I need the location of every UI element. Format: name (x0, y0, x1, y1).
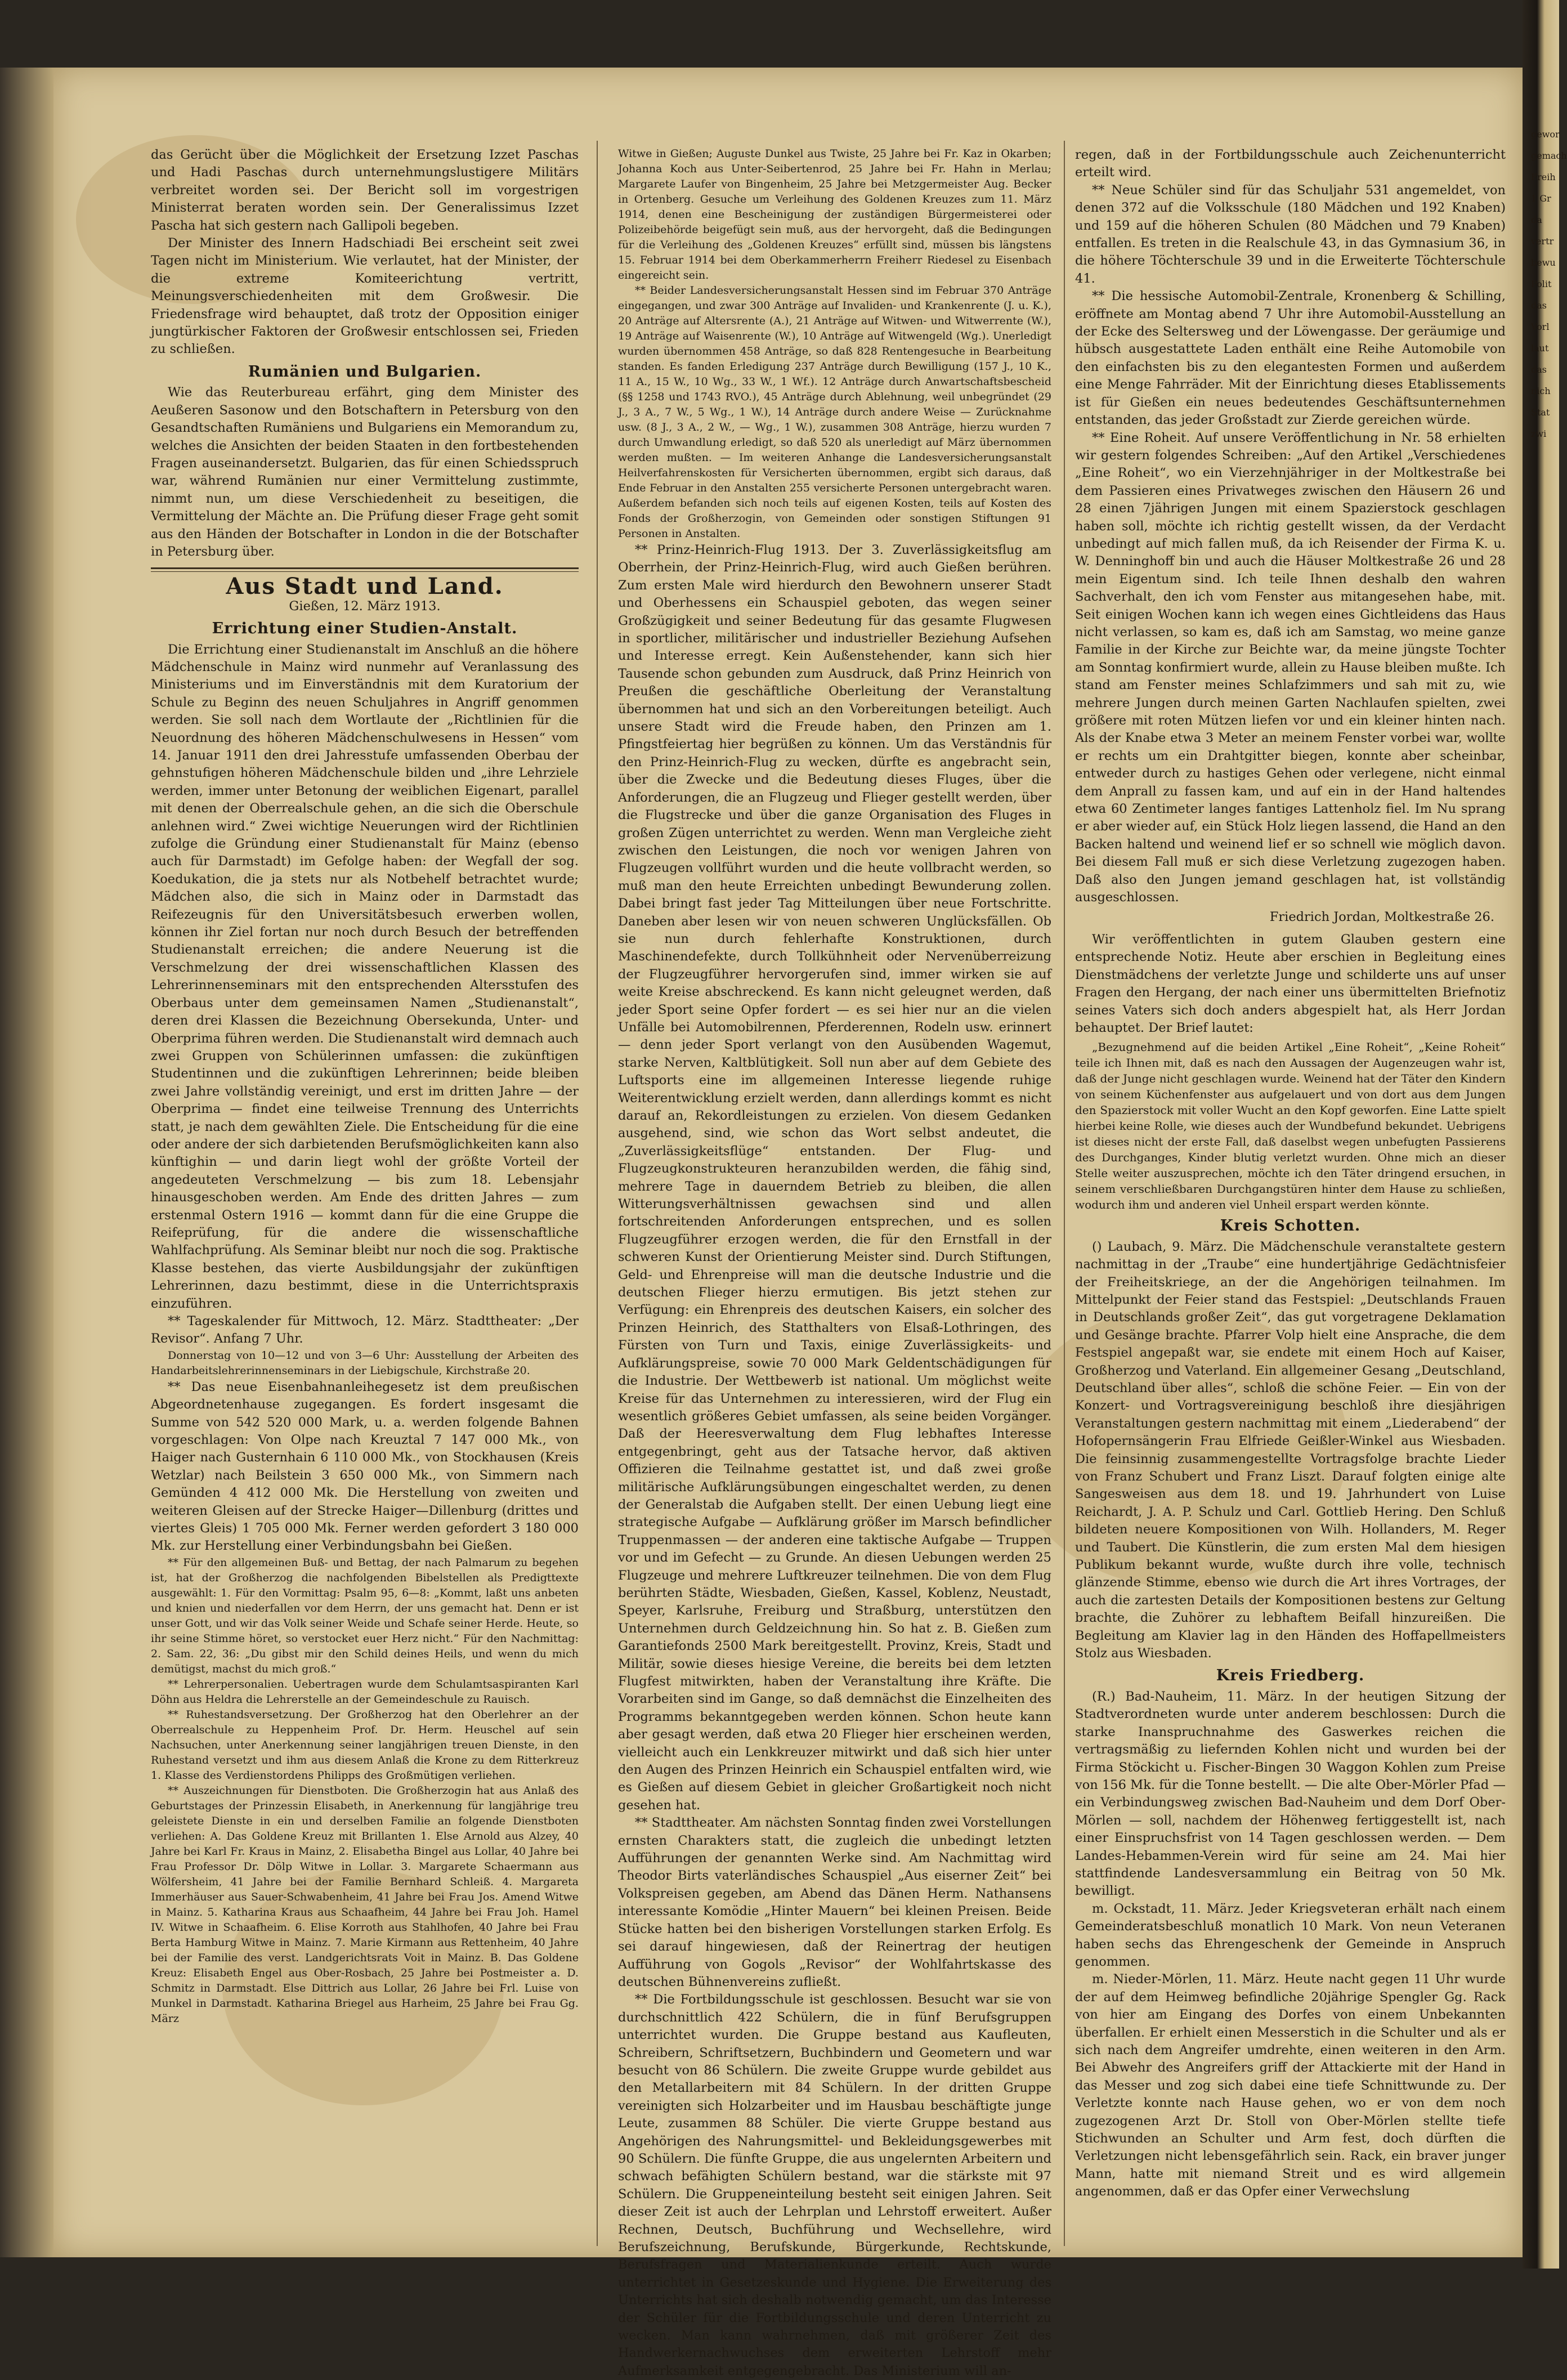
fragment-12: nich (1531, 386, 1551, 396)
article-paragraph: ** Die hessische Automobil-Zentrale, Kronenberg & Schilling, eröffnete am Montag abend 7 Uhr ihre Automobil-Ausstellung an der Ecke des Seltersweg und der Löwengasse. Der geräumige und hübsch ausgestattete Laden enthält eine Reihe Automobile von den einfachsten bis zu den elegantesten Formen und außerdem eine Menge Fahrräder. Mit der Einrichtung dieses Etablissements ist für Gießen ein neues bedeutendes Geschäftsunternehmen entstanden, das jeder Großstadt zur Zierde gereichen würde. (1075, 289, 1506, 428)
article-heading-studienanstalt: Errichtung einer Studien-Anstalt. (212, 620, 518, 638)
article-paragraph: ** Beider Landesversicherungsanstalt Hessen sind im Februar 370 Anträge eingegangen, und zwar 300 Anträge auf Invaliden- und Krankenrente (J. u. K.), 20 Anträge auf Altersrente (A.), 21 Anträge auf Witwen- und Witwerrente (W.), 19 Anträge auf Waisenrente (W.), 10 Anträge auf Witwengeld (Wg.). Unerledigt wurden übernommen 458 Anträge, so daß 828 Rentengesuche in Bearbeitung standen. Es fanden Erledigung 237 Anträge durch Bewilligung (157 J., 10 K., 11 A., 15 W., 10 Wg., 33 W., 1 Wf.). 12 Anträge durch Anwartschaftsbescheid (§§ 1258 und 1743 RVO.), 45 Anträge durch Ablehnung, weil unbegründet (29 J., 3 A., 7 W., 5 Wg., 1 W.), 14 Anträge durch andere Weise — Zurücknahme usw. (8 J., 3 A., 2 W., — Wg., 1 W.), zusammen 308 Anträge, hierzu wurden 7 durch Umwandlung erledigt, so daß 520 als unerledigt auf März übernommen werden mußten. — Im weiteren Anhange die Landesversicherungsanstalt Heilverfahrenskosten für Versicherten übernommen, ergibt sich daraus, daß Ende Februar in den Anstalten 255 versicherte Personen untergebracht waren. Außerdem befanden sich noch teils auf eigenen Kosten, teils auf Kosten des Fonds der Großherzogin, von Gemeinden oder sonstigen Stiftungen 91 Personen in Anstalten. (618, 284, 1051, 540)
article-paragraph: regen, daß in der Fortbildungsschule auch Zeichenunterricht erteilt wird. (1075, 147, 1506, 180)
article-paragraph: Die Errichtung einer Studienanstalt im Anschluß an die höhere Mädchenschule in Mainz wird nunmehr auf Veranlassung des Ministeriums und im Einverständnis mit dem Kuratorium der Schule zu Beginn des neuen Schuljahres in Angriff genommen werden. Sie soll nach dem Wortlaute der „Richtlinien für die Neuordnung des höheren Mädchenschulwesens in Hessen“ vom 14. Januar 1911 den drei Jahresstufe umfassenden Oberbau der gehnstufigen höheren Mädchenschule bilden und „ihre Lehrziele werden, immer unter Betonung der weiblichen Eigenart, parallel mit denen der Oberrealschule gehen, an die sich die Oberschule anlehnen wird.“ Zwei wichtige Neuerungen wird der Richtlinien zufolge die Gründung einer Studienanstalt für Mainz (ebenso auch für Darmstadt) im Gefolge haben: der Wegfall der sog. Koedukation, die ja stets nur als Notbehelf betrachtet wurde; Mädchen also, die sich in Mainz oder in Darmstadt das Reifezeugnis für den Universitätsbesuch erwerben wollen, können ihr Ziel fortan nur noch durch Besuch der betreffenden Studienanstalt erreichen; die andere Neuerung ist die Verschmelzung der drei wissenschaftlichen Klassen des Lehrerinnenseminars mit den entsprechenden Altersstufen des Oberbaus unter dem gemeinsamen Namen „Studienanstalt“, deren drei Klassen die Bezeichnung Obersekunda, Unter- und Oberprima führen werden. Die Studienanstalt wird demnach auch zwei Gruppen von Schülerinnen umfassen: die zukünftigen Studentinnen und die zukünftigen Lehrerinnen; beide bleiben zwei Jahre vollständig vereinigt, und erst im dritten Jahre — der Oberprima — findet eine teilweise Trennung des Unterrichts statt, je nach dem gewählten Ziele. Die Entscheidung für die eine oder andere der sich darbietenden Berufsmöglichkeiten kann also künftighin — und darin liegt wohl der größte Vorteil der angedeuteten Verschmelzung — bis zum 18. Lebensjahr hinausgeschoben werden. Am Ende des dritten Jahres — zum erstenmal Ostern 1916 — kommt dann für die eine Gruppe die Reifeprüfung, für die andere die wissenschaftliche Wahlfachprüfung. Als Seminar bleibt nur noch die sog. Praktische Klasse bestehen, das vierte Ausbildungsjahr der zukünftigen Lehrerinnen, dazu bestimmt, diese in die Unterrichtspraxis einzuführen. (151, 642, 579, 1311)
section-heading-kreis-schotten: Kreis Schotten. (1220, 1217, 1361, 1235)
article-paragraph: ** Tageskalender für Mittwoch, 12. März. Stadttheater: „Der Revisor“. Anfang 7 Uhr. (151, 1314, 579, 1346)
column-1 (151, 146, 579, 2246)
article-paragraph: Wir veröffentlichten in gutem Glauben gestern eine entsprechende Notiz. Heute aber erschien in Begleitung eines Dienstmädchens der verletzte Junge und schilderte uns auf unser Fragen den Hergang, der nach einer uns übermittelten Briefnotiz seines Vaters sich doch anders abgespielt hat, als Herr Jordan behauptet. Der Brief lautet: (1075, 932, 1506, 1035)
fragment-5: vertr (1531, 236, 1554, 247)
column-rule-1 (597, 141, 598, 2246)
article-paragraph: Donnerstag von 10—12 und von 3—6 Uhr: Ausstellung der Arbeiten des Handarbeitslehrerinnenseminars in der Liebigschule, Kirchstraße 20. (151, 1349, 579, 1377)
article-paragraph: m. Ockstadt, 11. März. Jeder Kriegsveteran erhält nach einem Gemeinderatsbeschluß monatlich 10 Mark. Von neun Veteranen haben sechs das Ehrengeschenk der Gemeinde in Anspruch genommen. (1075, 1901, 1506, 1969)
article-paragraph: ** Prinz-Heinrich-Flug 1913. Der 3. Zuverlässigkeitsflug am Oberrhein, der Prinz-Heinrich-Flug, wird auch Gießen berühren. Zum ersten Male wird hierdurch den Bewohnern unserer Stadt und Oberhessens ein Schauspiel geboten, das wegen seiner Großzügigkeit und seiner Bedeutung für das gesamte Flugwesen in sportlicher, militärischer und industrieller Beziehung Aufsehen und Interesse erregt. Kein Außenstehender, kann sich hier Tausende schon gebunden zum Ausdruck, daß Prinz Heinrich von Preußen die geschäftliche Oberleitung der Veranstaltung übernommen hat und sich an den Vorbereitungen beteiligt. Auch unsere Stadt wird die Freude haben, den Prinzen am 1. Pfingstfeiertag hier begrüßen zu können. Um das Verständnis für den Prinz-Heinrich-Flug zu wecken, dürfte es angebracht sein, über die Zwecke und die Bedeutung dieses Fluges, über die Anforderungen, die an Flugzeug und Flieger gestellt werden, über die Flugstrecke und über die ganze Organisation des Fluges in großen Zügen unterrichtet zu werden. Wenn man Vergleiche zieht zwischen den Leistungen, die noch vor wenigen Jahren von Flugzeugen vollführt wurden und die heute vollbracht werden, so muß man den heute Erreichten unbedingt Bewunderung zollen. Dabei bringt fast jeder Tag Mitteilungen über neue Fortschritte. Daneben aber lesen wir von neuen schweren Unglücksfällen. Ob sie nun durch fehlerhafte Konstruktionen, durch Maschinendefekte, durch Tollkühnheit oder Nervenüberreizung der Flugzeugführer hervorgerufen sind, immer wirken sie auf weite Kreise abschreckend. Es kann nicht geleugnet werden, daß jeder Sport seine Opfer fordert — es sei hier nur an die vielen Unfälle bei Automobilrennen, Pferderennen, Rodeln usw. erinnert — denn jeder Sport verlangt von den Ausübenden Wagemut, starke Nerven, Kaltblütigkeit. Soll nun aber auf dem Gebiete des Luftsports eine im allgemeinen Interesse liegende ruhige Weiterentwicklung erzielt werden, dann allerdings kommt es nicht darauf an, Rekordleistungen zu erzielen. Von diesem Gedanken ausgehend, sind, wie schon das Wort selbst andeutet, die „Zuverlässigkeitsflüge“ entstanden. Der Flug- und Flugzeugkonstrukteuren heranzubilden werden, die fähig sind, mehrere Tage in dauerndem Betrieb zu bleiben, die allen Witterungsverhältnissen gewachsen sind und allen fortschreitenden Anforderungen entsprechen, und es sollen Flugzeugführer erzogen werden, die für den Ernstfall in der schweren Kunst der Orientierung Meister sind. Durch Stiftungen, Geld- und Ehrenpreise will man die deutsche Industrie und die deutschen Flieger hierzu ermutigen. Bis jetzt stehen zur Verfügung: ein Ehrenpreis des deutschen Kaisers, ein solcher des Prinzen Heinrich, des Statthalters von Elsaß-Lothringen, des Fürsten von Turn und Taxis, einige Zuverlässigkeits- und Aufklärungspreise, sowie 70 000 Mark Geldentschädigungen für die Industrie. Der Wettbewerb ist national. Um möglichst weite Kreise für das Unternehmen zu interessieren, wird der Flug ein wesentlich größeres Gebiet umfassen, als seine beiden Vorgänger. Daß der Heeresverwaltung dem Flug lebhaftes Interesse entgegenbringt, geht aus der Tatsache hervor, daß aktiven Offizieren die Teilnahme gestattet ist, und daß zwei große militärische Aufklärungsübungen eingeschaltet werden, zu denen der Generalstab die Aufgaben stellt. Der einen Uebung liegt eine strategische Aufgabe — Aufklärung größer im Marsch befindlicher Truppenmassen — der anderen eine taktische Aufgabe — Truppen vor und im Gefecht — zu Grunde. An diesen Uebungen werden 25 Flugzeuge und mehrere Luftkreuzer teilnehmen. Die von dem Flug berührten Städte, Wiesbaden, Gießen, Kassel, Koblenz, Neustadt, Speyer, Karlsruhe, Freiburg und Straßburg, unterstützen den Unternehmen durch Geldzeichnung hin. So hat z. B. Gießen zum Garantiefonds 2500 Mark bereitgestellt. Provinz, Kreis, Stadt und Militär, sowie dieses hiesige Vereine, die bereits bei dem letzten Flugfest mitwirkten, haben der Veranstaltung ihre Kräfte. Die Vorarbeiten sind im Gange, so daß demnächst die Einzelheiten des Programms bekanntgegeben werden können. Schon heute kann aber gesagt werden, daß etwa 20 Flieger hier erscheinen werden, vielleicht auch ein Lenkkreuzer mitwirkt und daß sich hier unter den Augen des Prinzen Heinrich ein Schauspiel entfalten wird, wie es Gießen auf diesem Gebiet in gleicher Großartigkeit noch nicht gesehen hat. (618, 543, 1051, 1813)
adjacent-page-fragment (1531, 124, 1567, 1025)
fragment-13: Stat (1531, 407, 1550, 418)
fragment-14: zwi (1531, 428, 1547, 439)
fragment-4: da (1531, 214, 1542, 225)
article-paragraph: Witwe in Gießen; Auguste Dunkel aus Twiste, 25 Jahre bei Fr. Kaz in Okarben; Johanna Koch aus Unter-Seibertenrod, 25 Jahre bei Fr. Hahn in Merlau; Margarete Laufer von Bingenheim, 25 Jahre bei Metzgermeister Aug. Becker in Ortenberg. Gesuche um Verleihung des Goldenen Kreuzes zum 11. März 1914, denen eine Bescheinigung der zuständigen Bürgermeisterei oder Polizeibehörde beigefügt sein muß, aus der hervorgeht, daß die Bedingungen für die Verleihung des „Goldenen Kreuzes“ erfüllt sind, müssen bis längstens 15. Februar 1914 bei dem Oberkammerherrn Freiherr Riedesel zu Eisenbach eingereicht sein. (618, 147, 1051, 281)
fragment-10: laut (1531, 343, 1549, 354)
article-paragraph: m. Nieder-Mörlen, 11. März. Heute nacht gegen 11 Uhr wurde der auf dem Heimweg befindliche 20jährige Spengler Gg. Rack von hier am Eingang des Dorfes von einem Unbekannten überfallen. Er erhielt einen Messerstich in die Schulter und als er sich nach dem Angreifer umdrehte, einen weiteren in den Arm. Bei Abwehr des Angreifers griff der Attackierte mit der Hand in das Messer und zog sich dabei eine tiefe Schnittwunde zu. Der Verletzte konnte nach Hause gehen, wo er von dem noch zugezogenen Arzt Dr. Stoll von Ober-Mörlen stellte tiefe Stichwunden an Schulter und Arm fest, doch dürften die Verletzungen nicht lebensgefährlich sein. Rack, ein braver junger Mann, hatte mit niemand Streit und es wird allgemein angenommen, daß er das Opfer einer Verwechslung (1075, 1972, 1506, 2199)
fragment-11: das (1531, 364, 1547, 375)
fragment-8: das (1531, 300, 1547, 311)
fragment-2: Freih (1531, 172, 1556, 182)
article-paragraph: ** Die Fortbildungsschule ist geschlossen. Besucht war sie von durchschnittlich 422 Schülern, die in fünf Berufsgruppen unterrichtet wurden. Die Gruppe bestand aus Kaufleuten, Schreibern, Schriftsetzern, Buchbindern und Geometern und war besucht von 86 Schülern. Die zweite Gruppe wurde gebildet aus den Metallarbeitern mit 84 Schülern. In der dritten Gruppe vereinigten sich Holzarbeiter und im Hausbau beschäftigte junge Leute, zusammen 88 Schüler. Die vierte Gruppe bestand aus Angehörigen des Nahrungsmittel- und Bekleidungsgewerbes mit 90 Schülern. Die fünfte Gruppe, die aus ungelernten Arbeitern und schwach befähigten Schülern bestand, war die stärkste mit 97 Schülern. Die Gruppeneinteilung besteht seit einigen Jahren. Seit dieser Zeit ist auch der Lehrplan und Lehrstoff erweitert. Außer Rechnen, Deutsch, Buchführung und Wechsellehre, wird Berufszeichnung, Berufskunde, Bürgerkunde, Rechtskunde, Berufsfragen und Materialienkunde erteilt. Auch wurde unterrichtet in Gesetzeskunde und Hygiene. Die Erweiterung des Unterrichts hat sich deshalb notwendig gemacht, um das Interesse der Schüler für die Fortbildungsschule und deren Unterricht zu wecken. Man kann wahrnehmen, daß mit größerer Zeit des Handwerkernachwuchses dem erweiterten Lehrstoff mehr Aufmerksamkeit entgegengebracht. Das Ministerium will an- (618, 1992, 1051, 2378)
article-paragraph: Wie das Reuterbureau erfährt, ging dem Minister des Aeußeren Sasonow und den Botschaftern in Petersburg von den Gesandtschaften Rumäniens und Bulgariens ein Memorandum zu, welches die Ansichten der beiden Staaten in den fortbestehenden Fragen auseinandersetzt. Bulgarien, das für einen Schiedsspruch war, während Rumänien nur einer Vermittelung zustimmte, nimmt nun, um diese Verschiedenheit zu beseitigen, die Vermittelung der Mächte an. Die Prüfung dieser Frage geht somit aus den Händen der Botschafter in London in die der Botschafter in Petersburg über. (151, 385, 579, 559)
section-heading-kreis-friedberg: Kreis Friedberg. (1216, 1667, 1365, 1685)
fragment-9: Vorl (1531, 321, 1550, 332)
fragment-3: 1 Gr (1531, 193, 1551, 204)
column-rule-2 (1064, 141, 1065, 2246)
article-paragraph: (R.) Bad-Nauheim, 11. März. In der heutigen Sitzung der Stadtverordneten wurde unter anderem beschlossen: Durch die starke Inanspruchnahme des Gaswerkes reichen die vertragsmäßig zu liefernden Kohlen nicht und wurden bei der Firma Stöckicht u. Fischer-Bingen 30 Waggon Kohlen zum Preise von 156 Mk. für die Tonne bestellt. — Die alte Ober-Mörler Pfad — ein Verbindungsweg zwischen Bad-Nauheim und dem Dorf Ober-Mörlen — soll, nachdem der Höhenweg fertiggestellt ist, nach einer Einspruchsfrist von 14 Tagen geschlossen werden. — Dem Landes-Hebammen-Verein wird für seine am 24. Mai hier stattfindende Landesversammlung ein Beitrag von 50 Mk. bewilligt. (1075, 1689, 1506, 1899)
section-divider (151, 567, 579, 572)
article-paragraph: ** Stadttheater. Am nächsten Sonntag finden zwei Vorstellungen ernsten Charakters statt, die zugleich die unbedingt letzten Aufführungen der genannten Werke sind. Am Nachmittag wird Theodor Birts vaterländisches Schauspiel „Aus eiserner Zeit“ bei Volkspreisen gegeben, am Abend das Dänen Herm. Nathansens interessante Komödie „Hinter Mauern“ bei kleinen Preisen. Beide Stücke hatten bei den bisherigen Vorstellungen starken Erfolg. Es sei darauf hingewiesen, daß der Reinertrag der heutigen Aufführung von Gogols „Revisor“ der Wohlfahrtskasse des deutschen Bühnenvereins zufließt. (618, 1815, 1051, 1989)
section-heading-rumaenien: Rumänien und Bulgarien. (248, 363, 482, 381)
fragment-6: bewu (1531, 257, 1556, 268)
column-3 (1075, 146, 1506, 2246)
article-paragraph: ** Das neue Eisenbahnanleihegesetz ist dem preußischen Abgeordnetenhause zugegangen. Es fordert insgesamt die Summe von 542 520 000 Mark, u. a. werden folgende Bahnen vorgeschlagen: Von Olpe nach Kreuztal 7 147 000 Mk., von Haiger nach Gusternhain 6 110 000 Mk., von Stockhausen (Kreis Wetzlar) nach Beilstein 3 650 000 Mk., von Simmern nach Gemünden 4 412 000 Mk. Die Herstellung von zweiten und weiteren Gleisen auf der Strecke Haiger—Dillenburg (drittes und viertes Gleis) 1 705 000 Mk. Ferner werden gefordert 3 180 000 Mk. zur Herstellung einer Verbindungsbahn bei Gießen. (151, 1379, 579, 1554)
article-paragraph: ** Ruhestandsversetzung. Der Großherzog hat den Oberlehrer an der Oberrealschule zu Heppenheim Prof. Dr. Herm. Heuschel auf sein Nachsuchen, unter Anerkennung seiner langjährigen treuen Dienste, in den Ruhestand versetzt und ihm aus diesem Anlaß die Krone zu dem Ritterkreuz 1. Klasse des Verdienstordens Philipps des Großmütigen verliehen. (151, 1708, 579, 1782)
article-paragraph: () Laubach, 9. März. Die Mädchenschule veranstaltete gestern nachmittag in der „Traube“ eine hundertjährige Gedächtnisfeier der Freiheitskriege, an der die Angehörigen teilnahmen. Im Mittelpunkt der Feier stand das Festspiel: „Deutschlands Frauen in Deutschlands großer Zeit“, das gut vorgetragene Deklamation und Gesänge brachte. Pfarrer Volp hielt eine Ansprache, die dem Festspiel angepaßt war, sie endete mit einem Hoch auf Kaiser, Großherzog und Vaterland. Ein allgemeiner Gesang „Deutschland, Deutschland über alles“, schloß die schöne Feier. — Ein von der Konzert- und Vortragsvereinigung beschloß ihre diesjährigen Veranstaltungen gestern nachmittag mit einem „Liederabend“ der Hofopernsängerin Frau Elfriede Geißler-Winkel aus Wiesbaden. Die feinsinnig zusammengestellte Vortragsfolge brachte Lieder von Franz Schubert und Franz Liszt. Darauf folgten einige alte Sangesweisen aus dem 18. und 19. Jahrhundert von Luise Reichardt, J. A. P. Schulz und Carl. Gottlieb Hering. Den Schluß bildeten neuere Kompositionen von Wilh. Hollanders, M. Reger und Taubert. Die Künstlerin, die zum ersten Mal dem hiesigen Publikum bekannt wurde, wußte durch ihre volle, technisch glänzende Stimme, ebenso wie durch die Art ihres Vortrages, der auch die zartesten Details der Kompositionen bestens zur Geltung brachte, die Zuhörer zu lebhaftem Beifall hinzureißen. Die Begleitung am Klavier lag in den Händen des Hoffapellmeisters Stolz aus Wiesbaden. (1075, 1239, 1506, 1661)
column-2 (618, 146, 1051, 2378)
article-paragraph: ** Lehrerpersonalien. Uebertragen wurde dem Schulamtsaspiranten Karl Döhn aus Heldra die Lehrerstelle an der Gemeindeschule zu Rauisch. (151, 1677, 579, 1706)
article-paragraph: ** Für den allgemeinen Buß- und Bettag, der nach Palmarum zu begehen ist, hat der Großherzog die nachfolgenden Bibelstellen als Predigttexte ausgewählt: 1. Für den Vormittag: Psalm 95, 6—8: „Kommt, laßt uns anbeten und knien und niederfallen vor dem Herrn, der uns gemacht hat. Denn er ist unser Gott, und wir das Volk seiner Weide und Schafe seiner Herde. Heute, so ihr seine Stimme höret, so verstocket euer Herz nicht.“ Für den Nachmittag: 2. Sam. 22, 36: „Du gibst mir den Schild deines Heils, und wenn du mich demütigst, machst du mich groß.“ (151, 1556, 579, 1675)
article-paragraph: das Gerücht über die Möglichkeit der Ersetzung Izzet Paschas und Hadi Paschas durch unternehmungslustigere Militärs verbreitet worden sei. Der Bericht soll im vorgestrigen Ministerrat beraten worden sein. Der Generalissimus Izzet Pascha hat sich gestern nach Gallipoli begeben. (151, 147, 579, 233)
fragment-0: gewor (1531, 129, 1560, 140)
quoted-letter: „Bezugnehmend auf die beiden Artikel „Eine Roheit“, „Keine Roheit“ teile ich Ihnen mit, daß es nach den Aussagen der Augenzeugen wahr ist, daß der Junge nicht geschlagen wurde. Weinend hat der Täter den Kindern von seinem Küchenfenster aus aufgelauert und von dort aus dem Jungen den Spazierstock mit voller Wucht an den Kopf geworfen. Eine Latte spielt hierbei keine Rolle, wie dieses auch der Wundbefund bekundet. Uebrigens ist dieses nicht der erste Fall, daß daselbst wegen unbefugten Passierens des Durchganges, Kinder blutig verletzt wurden. Ohne mich an dieser Stelle weiter auszusprechen, möchte ich den Täter dringend ersuchen, in seinem verschließbaren Durchgangstüren hinter dem Hause zu schließen, wodurch ihm und anderen viel Unheil erspart werden könnte. (1075, 1040, 1506, 1212)
article-paragraph: ** Eine Roheit. Auf unsere Veröffentlichung in Nr. 58 erhielten wir gestern folgendes Schreiben: „Auf den Artikel „Verschiedenes „Eine Roheit“, wo ein Vierzehnjähriger in der Moltkestraße bei dem Passieren eines Privatweges zwischen den Häusern 26 und 28 einen 7jährigen Jungen mit einem Spazierstock geschlagen haben soll, möchte ich richtig gestellt wissen, da der Verdacht unbedingt auf mich fallen muß, da ich Reisender der Firma K. u. W. Denninghoff bin und auch die Häuser Moltkestraße 26 und 28 mein Eigentum sind. Ich teile Ihnen deshalb den wahren Sachverhalt, den ich vom Fenster aus mitangesehen habe, mit. Seit einigen Wochen kann ich wegen eines Gichtleidens das Haus nicht verlassen, so kam es, daß ich am Samstag, wo meine ganze Familie in der Kirche zur Beichte war, da meine jüngste Tochter am Sonntag konfirmiert wurde, allein zu Hause bleiben mußte. Ich stand am Fenster meines Schlafzimmers und sah mit zu, wie mehrere Jungen durch meinen Garten Nachlaufen spielten, zwei größere mit roten Mützen liefen vor und ein kleiner hinten nach. Als der Knabe etwa 3 Meter an meinem Fenster vorbei war, wollte er rechts um ein Drahtgitter biegen, konnte aber scheinbar, entweder durch zu hastiges Gehen oder verlegene, nicht einmal dem Anprall zu fassen kam, und auf ein in der Hand haltendes etwa 60 Zentimeter langes fantiges Lattenholz fiel. Im Nu sprang er aber wieder auf, ein Stück Holz liegen lassend, die Hand an den Backen haltend und weinend lief er so schnell wie möglich davon. Bei diesem Fall muß er sich diese Verletzung zugezogen haben. Daß also den Jungen jemand geschlagen hat, ist vollständig ausgeschlossen. (1075, 430, 1506, 905)
fragment-1: gemach (1531, 150, 1567, 161)
article-paragraph: ** Auszeichnungen für Dienstboten. Die Großherzogin hat aus Anlaß des Geburtstages der Prinzessin Elisabeth, in Anerkennung für langjährige treu geleistete Dienste in ein und derselben Familie an folgende Dienstboten verliehen: A. Das Goldene Kreuz mit Brillanten 1. Else Arnold aus Alzey, 40 Jahre bei Karl Fr. Kraus in Mainz, 2. Elisabetha Bingel aus Lollar, 40 Jahre bei Frau Professor Dr. Dölp Witwe in Lollar. 3. Margarete Schaermann aus Wölfersheim, 41 Jahre bei der Familie Bernhard Schleiß. 4. Margareta Immerhäuser aus Sauer-Schwabenheim, 41 Jahre bei Frau Jos. Amend Witwe in Mainz. 5. Katharina Kraus aus Schaafheim, 44 Jahre bei Frau Joh. Hamel IV. Witwe in Schaafheim. 6. Elise Korroth aus Stahlhofen, 40 Jahre bei Frau Berta Hamburg Witwe in Mainz. 7. Marie Kirmann aus Rettenheim, 40 Jahre bei der Familie des verst. Landgerichtsrats Voit in Mainz. B. Das Goldene Kreuz: Elisabeth Engel aus Ober-Rosbach, 25 Jahre bei Postmeister a. D. Schmitz in Darmstadt. Else Dittrich aus Lollar, 26 Jahre bei Frl. Luise von Munkel in Darmstadt. Katharina Briegel aus Harheim, 25 Jahre bei Frau Gg. März (151, 1784, 579, 2025)
section-heading-stadt-und-land: Aus Stadt und Land. (226, 573, 504, 600)
letter-signature: Friedrich Jordan, Moltkestraße 26. (1269, 910, 1494, 925)
article-paragraph: Der Minister des Innern Hadschiadi Bei erscheint seit zwei Tagen nicht im Ministerium. Wie verlautet, hat der Minister, der die extreme Komiteerichtung vertritt, Meinungsverschiedenheiten mit dem Großwesir. Die Friedensfrage wird behauptet, daß trotz der Opposition einiger jungtürkischer Faktoren der Großwesir entschlossen sei, Frieden zu schließen. (151, 236, 579, 357)
dateline: Gießen, 12. März 1913. (289, 598, 441, 614)
fragment-7: Polit (1531, 279, 1552, 289)
binding-edge-left (0, 68, 53, 2257)
article-paragraph: ** Neue Schüler sind für das Schuljahr 531 angemeldet, von denen 372 auf die Volksschule (180 Mädchen und 192 Knaben) und 159 auf die höheren Schulen (80 Mädchen und 79 Knaben) entfallen. Es treten in die Realschule 43, in das Gymnasium 36, in die höhere Töchterschule 39 und in die Erweiterte Töchterschule 41. (1075, 182, 1506, 286)
